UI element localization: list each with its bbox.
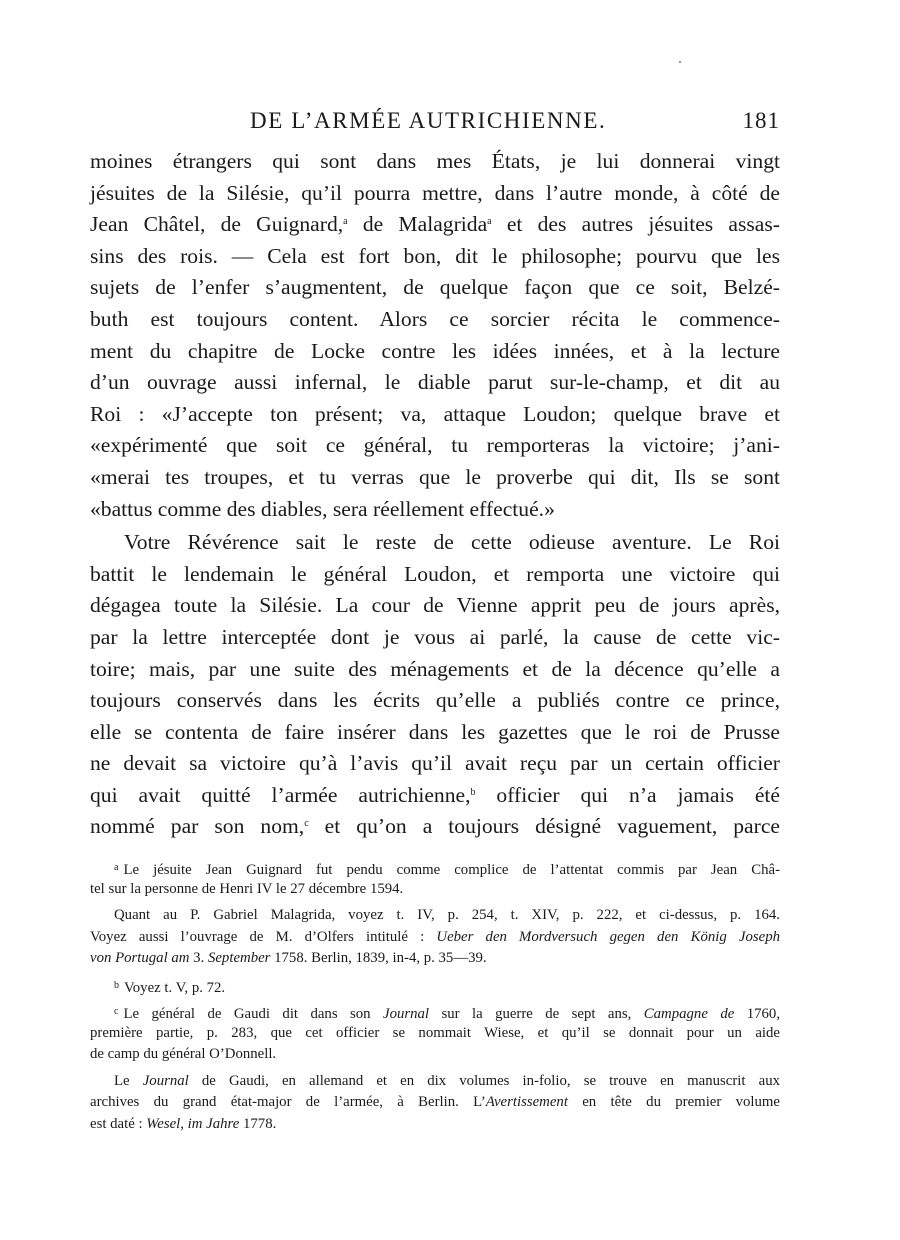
text-run: de Malagrida bbox=[347, 212, 488, 237]
footnote-a-line: tel sur la personne de Henri IV le 27 décembre 1594. bbox=[90, 880, 404, 897]
avertissement-italic: Avertissement bbox=[485, 1094, 568, 1111]
text-line: sins des rois. — Cela est fort bon, dit le philosophe; pourvu que les bbox=[90, 243, 780, 268]
footnote-text: Le bbox=[114, 1072, 143, 1089]
text-line: dégagea toute la Silésie. La cour de Vienne apprit peu de jours après, bbox=[90, 593, 780, 618]
book-title-italic: von Portugal am bbox=[90, 950, 190, 967]
text-line: elle se contenta de faire insérer dans les gazettes que le roi de Prusse bbox=[90, 719, 780, 744]
footnotes bbox=[90, 857, 780, 1135]
text-line: Votre Révérence sait le reste de cette odieuse aventure. Le Roi bbox=[124, 530, 780, 555]
footnote-a-line bbox=[90, 927, 780, 949]
footnote-b-line bbox=[90, 975, 780, 997]
journal-italic: Journal bbox=[383, 1006, 430, 1023]
footnote-text: Le général de Gaudi dit dans son bbox=[123, 1006, 383, 1023]
text-line: moines étrangers qui sont dans mes États, je lui donnerai vingt bbox=[90, 149, 780, 173]
journal-italic: Journal bbox=[142, 1072, 189, 1089]
footnote-mark-b: b bbox=[114, 979, 119, 991]
footnote-text: sur la guerre de sept ans, bbox=[429, 1006, 644, 1023]
place-date-italic: Wesel, im Jahre bbox=[146, 1115, 240, 1132]
footnote-mark-c: c bbox=[114, 1006, 119, 1018]
text-line: Roi : «J’accepte ton présent; va, attaque Loudon; quelque brave et bbox=[90, 401, 780, 426]
text-line: toire; mais, par une suite des ménagements et de la décence qu’elle a bbox=[90, 656, 780, 681]
footnote-ref-c: c bbox=[304, 818, 309, 830]
book-title-italic: Ueber den Mordversuch gegen den König Joseph bbox=[436, 928, 780, 945]
text-line: buth est toujours content. Alors ce sorcier récita le commence- bbox=[90, 306, 780, 331]
book-title-italic: September bbox=[207, 950, 271, 967]
footnote-text: est daté : bbox=[90, 1115, 147, 1132]
footnote-c-line bbox=[90, 1114, 780, 1136]
text-line: «battus comme des diables, sera réellement effectué.» bbox=[90, 496, 555, 521]
scan-speck bbox=[679, 61, 681, 63]
footnote-c-line: de camp du général O’Donnell. bbox=[90, 1046, 277, 1063]
text-line: «merai tes troupes, et tu verras que le proverbe qui dit, Ils se sont bbox=[90, 464, 780, 489]
footnote-text: 1778. bbox=[239, 1115, 277, 1132]
text-run: et des autres jésuites assas- bbox=[491, 212, 780, 237]
book-page bbox=[90, 108, 780, 1135]
page-number: 181 bbox=[742, 108, 780, 133]
text-line bbox=[90, 209, 780, 241]
text-line bbox=[90, 811, 780, 843]
footnote-ref-a: a bbox=[487, 216, 492, 228]
footnote-text: Voyez aussi l’ouvrage de M. d’Olfers intitulé : bbox=[90, 928, 437, 945]
footnote-text: archives du grand état-major de l’armée, à Berlin. L’ bbox=[90, 1094, 486, 1111]
footnote-text: 3. bbox=[189, 950, 208, 967]
text-line: toujours conservés dans les écrits qu’elle a publiés contre ce prince, bbox=[90, 688, 780, 713]
footnote-c-line: première partie, p. 283, que cet officier se nommait Wiese, et qu’il se donnait pour un aide bbox=[90, 1024, 780, 1041]
text-run: qui avait quitté l’armée autrichienne, bbox=[90, 782, 471, 807]
text-run: Jean Châtel, de Guignard, bbox=[90, 212, 344, 237]
text-line: battit le lendemain le général Loudon, et remporta une victoire qui bbox=[90, 561, 780, 586]
text-line bbox=[90, 780, 780, 812]
text-line: d’un ouvrage aussi infernal, le diable parut sur-le-champ, et dit au bbox=[90, 370, 780, 395]
text-line: ne devait sa victoire qu’à l’avis qu’il avait reçu par un certain officier bbox=[90, 751, 780, 776]
footnote-a-line: Quant au P. Gabriel Malagrida, voyez t. IV, p. 254, t. XIV, p. 222, et ci-dessus, p. 164. bbox=[114, 907, 780, 924]
text-line: ment du chapitre de Locke contre les idées innées, et à la lecture bbox=[90, 338, 780, 363]
running-title: DE L’ARMÉE AUTRICHIENNE. bbox=[250, 108, 607, 133]
footnote-c-line bbox=[90, 1071, 780, 1093]
footnote-text: Voyez t. V, p. 72. bbox=[124, 979, 226, 996]
text-line: par la lettre interceptée dont je vous ai parlé, la cause de cette vic- bbox=[90, 624, 780, 649]
footnote-text: 1758. Berlin, 1839, in-4, p. 35—39. bbox=[270, 950, 487, 967]
text-run: nommé par son nom, bbox=[90, 814, 305, 839]
footnote-c-line bbox=[90, 1092, 780, 1114]
text-line: jésuites de la Silésie, qu’il pourra mettre, dans l’autre monde, à côté de bbox=[90, 180, 780, 205]
text-run: et qu’on a toujours désigné vaguement, parce bbox=[308, 814, 780, 839]
campaign-italic: Campagne de bbox=[643, 1006, 735, 1023]
paragraph bbox=[90, 527, 780, 843]
footnote-a-line bbox=[90, 948, 780, 970]
footnote-ref-b: b bbox=[470, 786, 476, 798]
footnote-a-line bbox=[90, 857, 780, 879]
text-line: «expérimenté que soit ce général, tu remporteras la victoire; j’ani- bbox=[90, 433, 780, 458]
text-run: officier qui n’a jamais été bbox=[475, 782, 780, 807]
paragraph-continued bbox=[90, 146, 780, 525]
footnote-text: 1760, bbox=[734, 1006, 781, 1023]
footnote-text: de Gaudi, en allemand et en dix volumes in-folio, se trouve en manuscrit aux bbox=[188, 1072, 780, 1089]
footnote-text: Le jésuite Jean Guignard fut pendu comme complice de l’attentat commis par Jean Châ- bbox=[123, 862, 780, 879]
footnote-text: en tête du premier volume bbox=[567, 1094, 780, 1111]
running-head bbox=[90, 108, 780, 138]
text-line: sujets de l’enfer s’augmentent, de quelque façon que ce soit, Belzé- bbox=[90, 275, 780, 300]
footnote-ref-a: a bbox=[343, 216, 348, 228]
footnote-mark-a: a bbox=[114, 862, 119, 874]
footnote-c-line bbox=[90, 1001, 780, 1023]
